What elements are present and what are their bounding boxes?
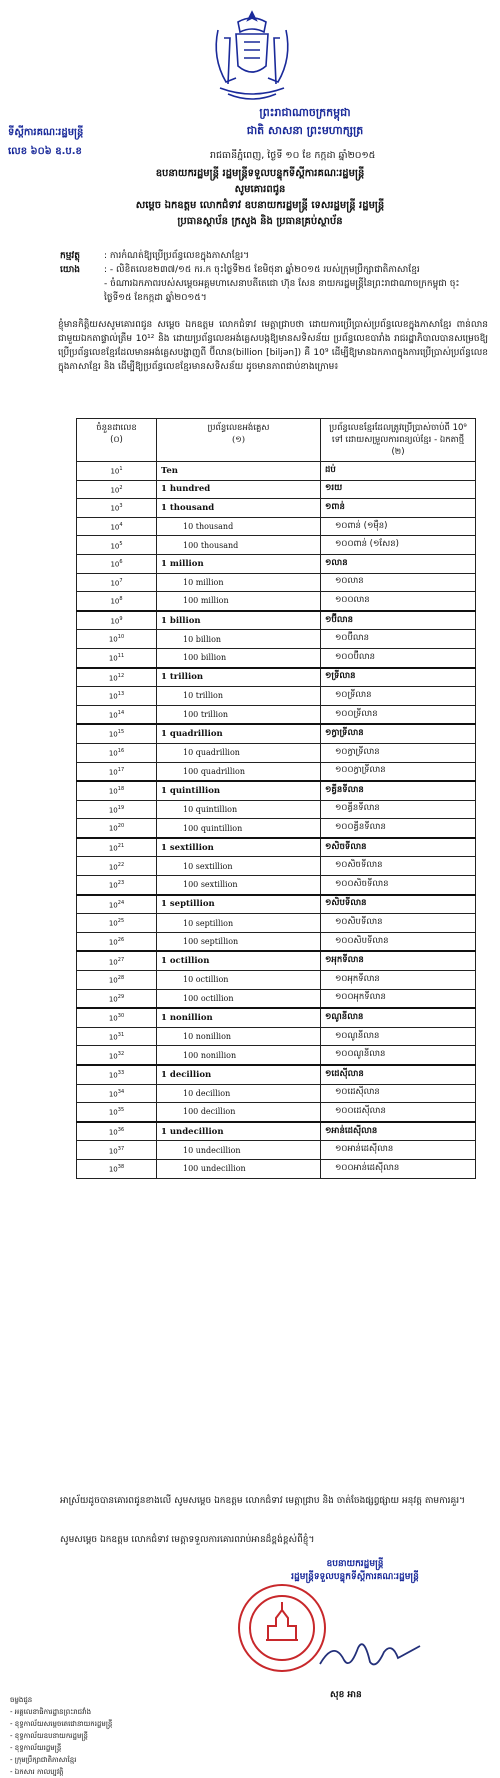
english-name-cell: 10 undecillion <box>157 1141 321 1160</box>
khmer-name-cell: ១០០ក្វាទ្រីលាន <box>321 762 476 781</box>
english-name-cell: 100 billion <box>157 648 321 667</box>
khmer-name-cell: ១០អាន់ដេស៊ីលាន <box>321 1141 476 1160</box>
signatory-title-line-2: រដ្ឋមន្ត្រីទទួលបន្ទុកទីស្តីការគណៈរដ្ឋមន្ត្រី <box>291 1572 419 1582</box>
signer-name: សុខ អាន <box>330 1690 362 1700</box>
table-row <box>77 819 476 838</box>
khmer-name-cell: ១០០លាន <box>321 592 476 611</box>
power-of-ten-cell: $10^{10}$ <box>77 630 157 649</box>
table-row <box>77 573 476 592</box>
english-name-cell: 1 thousand <box>157 499 321 518</box>
power-of-ten-cell: $10^{29}$ <box>77 989 157 1008</box>
khmer-name-cell: ១ក្វាទ្រីលាន <box>321 724 476 743</box>
english-name-cell: 10 thousand <box>157 517 321 536</box>
table-body <box>77 462 476 1179</box>
table-row <box>77 648 476 667</box>
power-of-ten-cell: $10^{17}$ <box>77 762 157 781</box>
khmer-name-cell: ១០០ដេស៊ីលាន <box>321 1103 476 1122</box>
power-of-ten-cell: $10^{23}$ <box>77 876 157 895</box>
khmer-name-cell: ១០០ទ្រីលាន <box>321 705 476 724</box>
khmer-name-cell: ១គ្វីនទីលាន <box>321 781 476 800</box>
khmer-name-cell: ១ពាន់ <box>321 499 476 518</box>
table-row <box>77 462 476 481</box>
english-name-cell: 100 trillion <box>157 705 321 724</box>
power-of-ten-cell: $10^{24}$ <box>77 895 157 914</box>
copy-to-list <box>10 1694 112 1778</box>
power-of-ten-cell: $10^7$ <box>77 573 157 592</box>
english-name-cell: 1 octillion <box>157 951 321 970</box>
table-row <box>77 1027 476 1046</box>
khmer-name-cell: ១០០អុកទីលាន <box>321 989 476 1008</box>
letter-title <box>40 166 480 230</box>
english-name-cell: 1 quintillion <box>157 781 321 800</box>
english-name-cell: 1 septillion <box>157 895 321 914</box>
khmer-name-cell: ១០០ប៊ីលាន <box>321 648 476 667</box>
english-name-cell: 10 decillion <box>157 1084 321 1103</box>
table-row <box>77 762 476 781</box>
reference-line <box>60 263 480 277</box>
subject-line <box>60 249 480 263</box>
power-of-ten-cell: $10^{30}$ <box>77 1008 157 1027</box>
english-name-cell: 100 septillion <box>157 932 321 951</box>
power-of-ten-cell: $10^{11}$ <box>77 648 157 667</box>
khmer-name-cell: ១០០អាន់ដេស៊ីលាន <box>321 1159 476 1178</box>
power-of-ten-cell: $10^{14}$ <box>77 705 157 724</box>
power-of-ten-cell: $10^{37}$ <box>77 1141 157 1160</box>
khmer-name-cell: ១០សិបទីលាន <box>321 914 476 933</box>
khmer-name-cell: ១រយ <box>321 480 476 499</box>
khmer-name-cell: ១សិបទីលាន <box>321 895 476 914</box>
table-row <box>77 932 476 951</box>
khmer-name-cell: ១០០សិបទីលាន <box>321 932 476 951</box>
table-row <box>77 724 476 743</box>
khmer-name-cell: ១អុកទីលាន <box>321 951 476 970</box>
table-row <box>77 1046 476 1065</box>
english-name-cell: Ten <box>157 462 321 481</box>
header-khmer-system: ប្រព័ន្ធលេខខ្មែរដែលត្រូវប្រើប្រាស់ចាប់ពី 10⁹ ទៅ ដោយសម្រួលការពន្យល់ខ្មែរ - ឯកតាថ្មី (២) <box>321 419 476 462</box>
kingdom-name: ព្រះរាជាណាចក្រកម្ពុជា <box>259 106 351 119</box>
english-name-cell: 100 quintillion <box>157 819 321 838</box>
khmer-name-cell: ១០០សិចទីលាន <box>321 876 476 895</box>
english-name-cell: 10 billion <box>157 630 321 649</box>
title-line-1: ឧបនាយករដ្ឋមន្ត្រី រដ្ឋមន្ត្រីទទួលបន្ទុកទីស្តីការគណៈរដ្ឋមន្ត្រី <box>155 168 365 179</box>
power-of-ten-cell: $10^{20}$ <box>77 819 157 838</box>
power-of-ten-cell: $10^9$ <box>77 611 157 630</box>
reference-label: យោង <box>60 265 80 275</box>
table-row <box>77 876 476 895</box>
power-of-ten-cell: $10^{19}$ <box>77 800 157 819</box>
power-of-ten-cell: $10^{28}$ <box>77 971 157 990</box>
english-name-cell: 1 decillion <box>157 1065 321 1084</box>
english-name-cell: 100 octillion <box>157 989 321 1008</box>
cc-item: - ខុទ្ទកាល័យរដ្ឋមន្ត្រី <box>10 1744 62 1752</box>
table-row <box>77 951 476 970</box>
cc-item: - ខុទ្ទកាល័យសម្តេចតេជោនាយករដ្ឋមន្ត្រី <box>10 1720 113 1728</box>
table-row <box>77 630 476 649</box>
header-english-system: ប្រព័ន្ធលេខអង់គ្លេស (១) <box>157 419 321 462</box>
khmer-name-cell: ១លាន <box>321 554 476 573</box>
khmer-name-cell: ១០គ្វីនទីលាន <box>321 800 476 819</box>
table-row <box>77 611 476 630</box>
subject-block <box>60 249 480 305</box>
power-of-ten-cell: $10^{35}$ <box>77 1103 157 1122</box>
power-of-ten-cell: $10^6$ <box>77 554 157 573</box>
english-name-cell: 1 million <box>157 554 321 573</box>
table-row <box>77 989 476 1008</box>
english-name-cell: 1 billion <box>157 611 321 630</box>
table-row <box>77 1103 476 1122</box>
table-header-row <box>77 419 476 462</box>
khmer-name-cell: ១០អុកទីលាន <box>321 971 476 990</box>
english-name-cell: 10 quadrillion <box>157 743 321 762</box>
table-row <box>77 517 476 536</box>
english-name-cell: 10 septillion <box>157 914 321 933</box>
power-of-ten-cell: $10^{38}$ <box>77 1159 157 1178</box>
khmer-name-cell: ១០លាន <box>321 573 476 592</box>
english-name-cell: 1 undecillion <box>157 1122 321 1141</box>
khmer-name-cell: ១០០ពាន់ (១សែន) <box>321 536 476 555</box>
power-of-ten-cell: $10^{15}$ <box>77 724 157 743</box>
table-row <box>77 1065 476 1084</box>
subject-label: កម្មវត្ថុ <box>60 251 80 261</box>
table-row <box>77 687 476 706</box>
khmer-name-cell: ១ដេស៊ីលាន <box>321 1065 476 1084</box>
reference-1: : - លិខិតលេខ២៣៧/១៥ ករ.ក ចុះថ្ងៃទី២៥ ខែមិថុនា ឆ្នាំ២០១៥ របស់ក្រុមប្រឹក្សាជាតិភាសាខ្មែរ <box>104 265 420 275</box>
power-of-ten-cell: $10^1$ <box>77 462 157 481</box>
khmer-name-cell: ១ណូនីលាន <box>321 1008 476 1027</box>
table-row <box>77 895 476 914</box>
power-of-ten-cell: $10^{16}$ <box>77 743 157 762</box>
issuing-office <box>8 123 83 161</box>
power-of-ten-cell: $10^{25}$ <box>77 914 157 933</box>
khmer-name-cell: ១០សិចទីលាន <box>321 857 476 876</box>
english-name-cell: 1 sextillion <box>157 838 321 857</box>
khmer-name-cell: ១ប៊ីលាន <box>321 611 476 630</box>
subject-text: : ការកំណត់ឱ្យប្រើប្រព័ន្ធលេខក្នុងភាសាខ្មែរ។ <box>104 251 250 261</box>
khmer-name-cell: ១អាន់ដេស៊ីលាន <box>321 1122 476 1141</box>
english-name-cell: 10 sextillion <box>157 857 321 876</box>
power-of-ten-cell: $10^3$ <box>77 499 157 518</box>
english-name-cell: 100 million <box>157 592 321 611</box>
table-row <box>77 1122 476 1141</box>
power-of-ten-cell: $10^{33}$ <box>77 1065 157 1084</box>
signatory-title-line-1: ឧបនាយករដ្ឋមន្ត្រី <box>326 1559 384 1569</box>
table-row <box>77 781 476 800</box>
khmer-name-cell: ១០ទ្រីលាន <box>321 687 476 706</box>
table-row <box>77 592 476 611</box>
cc-item: - ឯកសារ កាលប្បវត្តិ <box>10 1768 64 1776</box>
khmer-name-cell: ១០ណូនីលាន <box>321 1027 476 1046</box>
cc-item: - ក្រុមប្រឹក្សាជាតិភាសាខ្មែរ <box>10 1756 77 1764</box>
english-name-cell: 1 nonillion <box>157 1008 321 1027</box>
khmer-name-cell: ១០០គ្វីនទីលាន <box>321 819 476 838</box>
table-row <box>77 480 476 499</box>
english-name-cell: 1 trillion <box>157 668 321 687</box>
cc-item: - ខុទ្ទកាល័យឧបនាយករដ្ឋមន្ត្រី <box>10 1732 88 1740</box>
khmer-name-cell: ១០ប៊ីលាន <box>321 630 476 649</box>
english-name-cell: 100 quadrillion <box>157 762 321 781</box>
power-of-ten-cell: $10^{31}$ <box>77 1027 157 1046</box>
table-row <box>77 914 476 933</box>
power-of-ten-cell: $10^{26}$ <box>77 932 157 951</box>
reference-2: - ចំណារឯកភាពរបស់សម្តេចអគ្គមហាសេនាបតីតេជោ ហ៊ុន សែន នាយករដ្ឋមន្ត្រីនៃព្រះរាជាណាចក្រកម្ពុជា ចុះថ្ងៃទី១៥ ខែកក្កដា ឆ្នាំ២០១៥។ <box>104 279 460 303</box>
royal-coat-of-arms-icon <box>206 8 298 104</box>
table-row <box>77 838 476 857</box>
khmer-name-cell: ដប់ <box>321 462 476 481</box>
power-of-ten-cell: $10^{22}$ <box>77 857 157 876</box>
khmer-name-cell: ១០ដេស៊ីលាន <box>321 1084 476 1103</box>
closing-regards: សូមសម្តេច ឯកឧត្តម លោកជំទាវ មេត្តាទទួលការគោរពរាប់អានដ៏ខ្ពង់ខ្ពស់ពីខ្ញុំ។ <box>60 1535 315 1545</box>
khmer-name-cell: ១០ពាន់ (១ម៉ឺន) <box>321 517 476 536</box>
table-row <box>77 668 476 687</box>
signatory-title <box>240 1558 470 1584</box>
english-name-cell: 1 hundred <box>157 480 321 499</box>
english-name-cell: 1 quadrillion <box>157 724 321 743</box>
number-system-table <box>76 418 476 1179</box>
table-row <box>77 1159 476 1178</box>
khmer-name-cell: ១០០ណូនីលាន <box>321 1046 476 1065</box>
handwritten-signature-icon <box>314 1634 426 1674</box>
table-row <box>77 743 476 762</box>
table-row <box>77 536 476 555</box>
date-line: រាជធានីភ្នំពេញ, ថ្ងៃទី ១០ ខែ កក្កដា ឆ្នាំ២០១៥ <box>210 150 376 161</box>
english-name-cell: 100 nonillion <box>157 1046 321 1065</box>
english-name-cell: 10 trillion <box>157 687 321 706</box>
table-row <box>77 1008 476 1027</box>
power-of-ten-cell: $10^{13}$ <box>77 687 157 706</box>
title-line-3: សម្តេច ឯកឧត្តម លោកជំទាវ ឧបនាយករដ្ឋមន្ត្រី ទេសរដ្ឋមន្ត្រី រដ្ឋមន្ត្រី <box>135 200 385 211</box>
khmer-name-cell: ១០ក្វាទ្រីលាន <box>321 743 476 762</box>
power-of-ten-cell: $10^{34}$ <box>77 1084 157 1103</box>
power-of-ten-cell: $10^{36}$ <box>77 1122 157 1141</box>
table-row <box>77 554 476 573</box>
cc-heading: ចម្លងជូន <box>10 1696 33 1704</box>
table-row <box>77 800 476 819</box>
header-digit-count: ចំនួនដាលេខ (០) <box>77 419 157 462</box>
title-line-2: សូមគោរពជូន <box>234 184 286 195</box>
office-name: ទីស្តីការគណៈរដ្ឋមន្ត្រី <box>8 127 84 138</box>
power-of-ten-cell: $10^{21}$ <box>77 838 157 857</box>
national-motto: ជាតិ សាសនា ព្រះមហាក្សត្រ <box>246 124 364 137</box>
table-row <box>77 1084 476 1103</box>
english-name-cell: 10 quintillion <box>157 800 321 819</box>
power-of-ten-cell: $10^5$ <box>77 536 157 555</box>
table-row <box>77 499 476 518</box>
khmer-name-cell: ១ទ្រីលាន <box>321 668 476 687</box>
cc-item: - អគ្គលេខាធិការដ្ឋានព្រះរាជវាំង <box>10 1708 92 1716</box>
power-of-ten-cell: $10^{18}$ <box>77 781 157 800</box>
document-number: លេខ ៦០៦ ឧ.ប.ខ <box>8 146 82 157</box>
english-name-cell: 10 nonillion <box>157 1027 321 1046</box>
power-of-ten-cell: $10^4$ <box>77 517 157 536</box>
power-of-ten-cell: $10^{12}$ <box>77 668 157 687</box>
closing-paragraph: អាស្រ័យដូចបានគោរពជូនខាងលើ សូមសម្តេច ឯកឧត្តម លោកជំទាវ មេត្តាជ្រាប និង ចាត់ចែងផ្សព្វផ្សាយ អនុវត្ត តាមការគួរ។ <box>60 1496 466 1506</box>
power-of-ten-cell: $10^{32}$ <box>77 1046 157 1065</box>
table-row <box>77 705 476 724</box>
english-name-cell: 100 sextillion <box>157 876 321 895</box>
khmer-name-cell: ១សិចទីលាន <box>321 838 476 857</box>
power-of-ten-cell: $10^8$ <box>77 592 157 611</box>
title-line-4: ប្រធានស្ថាប័ន ក្រសួង និង ប្រធានគ្រប់ស្ថាប័ន <box>177 216 343 227</box>
english-name-cell: 10 million <box>157 573 321 592</box>
power-of-ten-cell: $10^{27}$ <box>77 951 157 970</box>
english-name-cell: 10 octillion <box>157 971 321 990</box>
english-name-cell: 100 undecillion <box>157 1159 321 1178</box>
power-of-ten-cell: $10^2$ <box>77 480 157 499</box>
table-row <box>77 1141 476 1160</box>
body-paragraph: ខ្ញុំមានកិត្តិយសសូមគោរពជូន សម្តេច ឯកឧត្តម លោកជំទាវ មេត្តាជ្រាបថា ដោយការប្រើប្រាស់ប្រព័ន្ធលេខក្នុងភាសាខ្មែរ ពាន់លាន ជាមួយឯកតាផ្ទាល់ត្រឹម 10¹² និង ដោយប្រព័ន្ធលេខអង់គ្លេសបង្កឱ្យមានសទិសន័យ ប្រព័ន្ធលេខបារាំង រាជរដ្ឋាភិបាលបានសម្រេចឱ្យប្រើប្រព័ន្ធលេខខ្មែរដែលមានអង់គ្លេសបង្ហាញពី ប៊ីលាន(billion [biljən]) គឺ 10⁹ ដើម្បីឱ្យមានឯកភាពក្នុងការប្រើប្រាស់ប្រព័ន្ធលេខក្នុងភាសាខ្មែរ និង ដើម្បីឱ្យប្រព័ន្ធលេខខ្មែរមានសទិសន័យ ដូចមានភាពជាប់ខាងក្រោម៖ <box>58 320 488 372</box>
kingdom-header <box>180 104 430 140</box>
english-name-cell: 100 decillion <box>157 1103 321 1122</box>
table-row <box>77 971 476 990</box>
english-name-cell: 100 thousand <box>157 536 321 555</box>
table-row <box>77 857 476 876</box>
